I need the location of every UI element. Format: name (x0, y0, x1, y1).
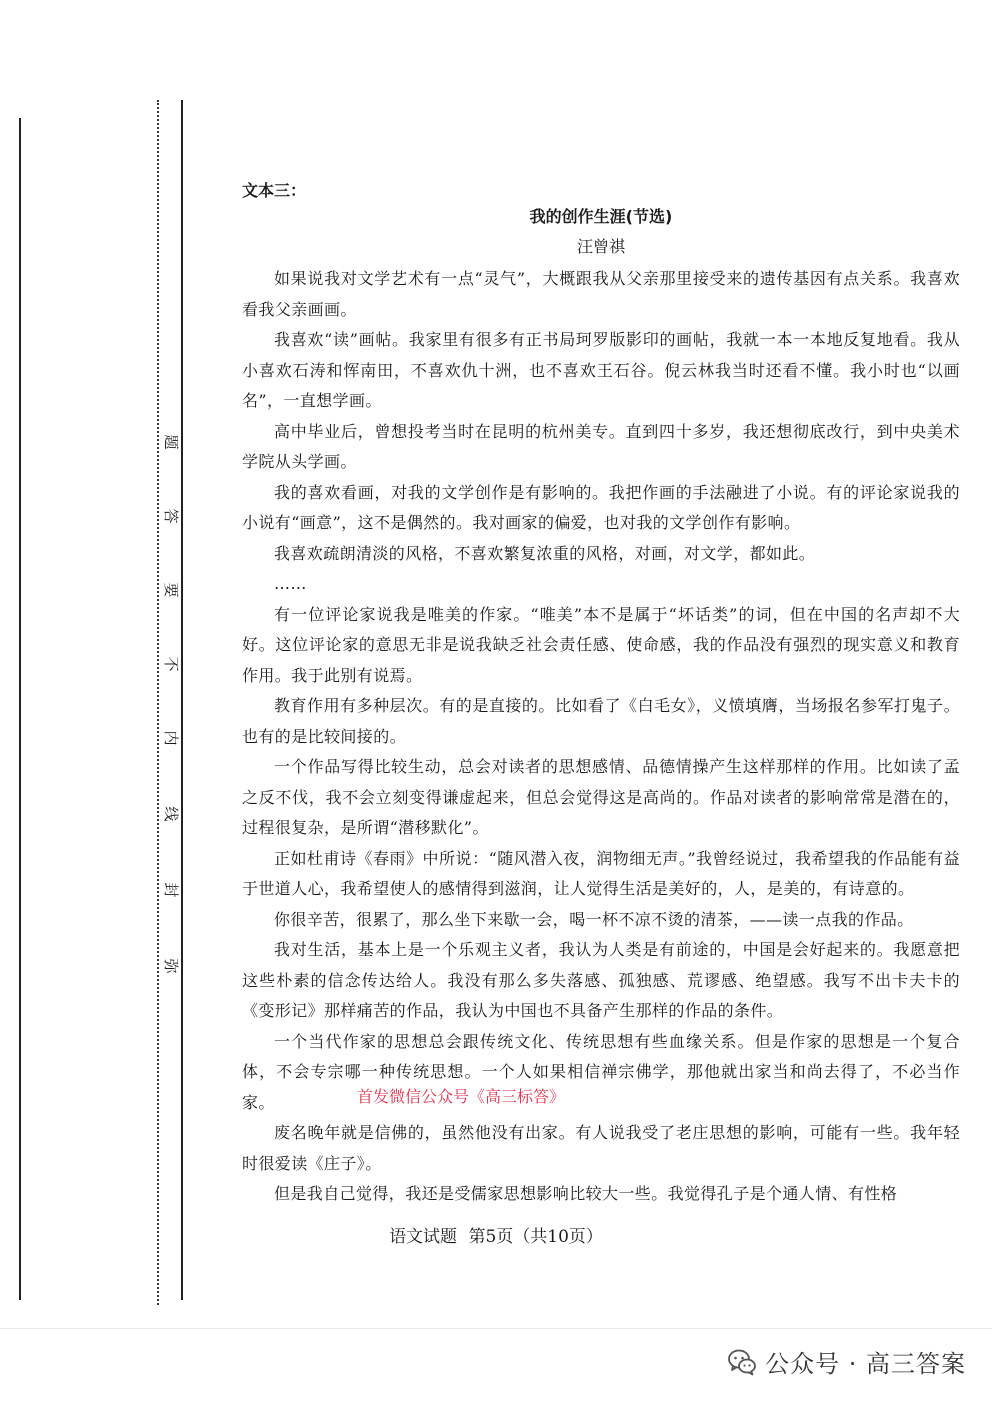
binding-char: 弥 (162, 958, 180, 974)
paragraph: 但是我自己觉得，我还是受儒家思想影响比较大一些。我觉得孔子是个通人情、有性格 (274, 1184, 898, 1203)
brand-text: 公众号 · 高三答案 (765, 1350, 966, 1378)
paragraph: 我对生活，基本上是一个乐观主义者，我认为人类是有前途的，中国是会好起来的。我愿意把这些朴素的信念传达给人。我没有那么多失落感、孤独感、荒谬感、绝望感。我写不出卡夫卡的《变形记》那样痛苦的作品，我认为中国也不具备产生那样的作品的条件。 (242, 940, 960, 1020)
binding-char: 答 (162, 508, 180, 524)
paragraph: 一个当代作家的思想总会跟传统文化、传统思想有些血缘关系。但是作家的思想是一个复合体，不会专宗哪一种传统思想。一个人如果相信禅宗佛学，那他就出家当和尚去得了，不必当作家。 (242, 1031, 960, 1112)
footer-divider (0, 1328, 992, 1329)
wechat-icon (727, 1347, 757, 1377)
paragraph: 正如杜甫诗《春雨》中所说：“随风潜入夜，润物细无声。”我曾经说过，我希望我的作品能有益于世道人心，我希望使人的感情得到滋润，让人觉得生活是美好的，人，是美的，有诗意的。 (242, 848, 960, 898)
article-body (242, 264, 960, 1210)
footer-subject: 语文试题 (389, 1227, 458, 1247)
binding-char: 线 (162, 806, 180, 822)
paragraph: 高中毕业后，曾想投考当时在昆明的杭州美专。直到四十多岁，我还想彻底改行，到中央美术学院从头学画。 (242, 421, 960, 471)
binding-char: 要 (162, 582, 180, 598)
binding-line-dotted (157, 100, 159, 1305)
paragraph: 一个作品写得比较生动，总会对读者的思想感情、品德情操产生这样那样的作用。比如读了孟之反不伐，我不会立刻变得谦虚起来，但总会觉得这是高尚的。作品对读者的影响常常是潜在的，过程很复杂，是所谓“潜移默化”。 (242, 757, 960, 837)
footer-page-number: 第5页（共10页） (468, 1227, 603, 1247)
binding-char: 内 (162, 730, 180, 746)
paragraph: 教育作用有多种层次。有的是直接的。比如看了《白毛女》，义愤填膺，当场报名参军打鬼子。也有的是比较间接的。 (242, 696, 960, 746)
article-title: 我的创作生涯(节选) (529, 207, 673, 226)
paragraph: 有一位评论家说我是唯美的作家。“唯美”本不是属于“坏话类”的词，但在中国的名声却不大好。这位评论家的意思无非是说我缺乏社会责任感、使命感，我的作品没有强烈的现实意义和教育作用。我于此别有说焉。 (242, 604, 960, 685)
paragraph: 如果说我对文学艺术有一点“灵气”，大概跟我从父亲那里接受来的遗传基因有点关系。我喜欢看我父亲画画。 (242, 269, 960, 319)
article-author: 汪曾祺 (576, 237, 625, 256)
paragraph: 你很辛苦，很累了，那么坐下来歇一会，喝一杯不凉不烫的清茶，——读一点我的作品。 (274, 909, 914, 929)
brand-bar (727, 1344, 966, 1379)
binding-char: 封 (162, 882, 180, 898)
paragraph: 我喜欢疏朗清淡的风格，不喜欢繁复浓重的风格，对画，对文学，都如此。 (274, 543, 816, 563)
paragraph: 我的喜欢看画，对我的文学创作是有影响的。我把作画的手法融进了小说。有的评论家说我的小说有“画意”，这不是偶然的。我对画家的偏爱，也对我的文学创作有影响。 (242, 482, 960, 532)
paragraph: 我喜欢“读”画帖。我家里有很多有正书局珂罗版影印的画帖，我就一本一本地反复地看。我从小喜欢石涛和恽南田，不喜欢仇十洲，也不喜欢王石谷。倪云林我当时还看不懂。我小时也“以画名”，一直想学画。 (242, 330, 960, 410)
section-label: 文本三： (242, 181, 307, 200)
binding-line-left (19, 118, 21, 1300)
watermark-text: 首发微信公众号《高三标答》 (357, 1087, 566, 1106)
ellipsis: …… (274, 574, 307, 593)
paragraph: 废名晚年就是信佛的，虽然他没有出家。有人说我受了老庄思想的影响，可能有一些。我年轻时很爱读《庄子》。 (242, 1123, 960, 1173)
binding-char: 题 (162, 434, 180, 450)
binding-char: 不 (162, 656, 180, 672)
binding-notice (163, 420, 179, 980)
page-footer (0, 1222, 992, 1247)
binding-line-right (181, 100, 183, 1300)
